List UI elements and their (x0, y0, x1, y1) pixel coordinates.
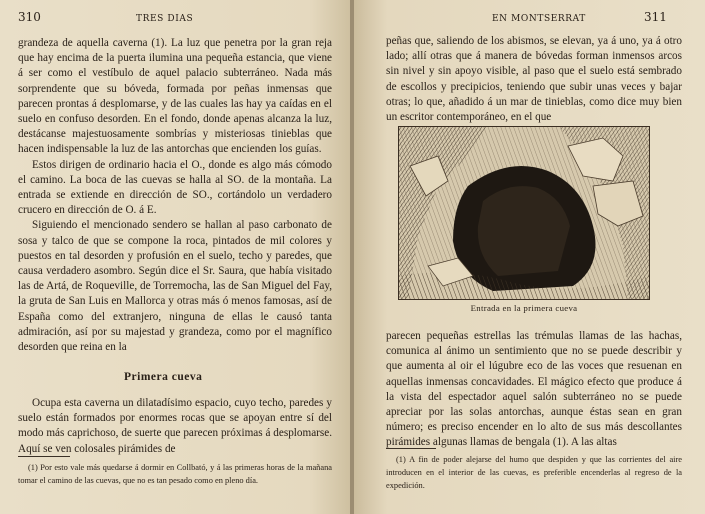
left-paragraph-1: grandeza de aquella caverna (1). La luz que penetra por la gran reja que hay encima de la puerta ilumina una pequeña estancia, que viene á ser como el vestíbulo de aquel palacio subterráneo. Nada más sorprendente que su bóveda, formada por peñas inmensas que parecen prontas á desplomarse, y de las cuales las hay ya caídas en el suelo en confuso desorden. En el fondo, donde apenas alcanza la luz, destácanse majestuosamente sombrías y misteriosas tinieblas que hacen indispensable la luz de las antorchas que encienden los guías. (18, 37, 332, 156)
left-page-number: 310 (18, 10, 41, 24)
right-footnote-rule (386, 448, 436, 449)
left-footnote (18, 461, 332, 487)
left-footnote-text: (1) Por esto vale más quedarse á dormir en Collbató, y á las primeras horas de la mañana tomar el camino de las cuevas, que no es tan pesado como en pleno día. (18, 463, 332, 485)
left-paragraph-4: Ocupa esta caverna un dilatadísimo espacio, cuyo techo, paredes y suelo están formados por enormes rocas que se apoyan entre sí del modo más caprichoso, de suerte que parecen próximas á desplomarse. Aquí se ven colosales pirámides de (18, 397, 332, 455)
right-page-number: 311 (644, 10, 667, 24)
cave-entrance-engraving (398, 126, 650, 300)
right-paragraph-1: peñas que, saliendo de los abismos, se elevan, ya á uno, ya á otro lado; allí otras que á manera de bóvedas forman inmensos arcos sin nivel y sin apoyo visible, al paso que el suelo está sembrado de escollos y precipicios, teniendo que subir unas veces y bajar otras; lo que, añadido á un mar de tinieblas, como dice muy bien un escritor contemporáneo, en el que (386, 35, 682, 124)
right-paragraph-2: parecen pequeñas estrellas las trémulas llamas de las hachas, comunica al ánimo un sentimiento que no se puede describir y que aumenta al oir el lúgubre eco de las voces que resuenan en aquellas inmensas concavidades. El mágico efecto que produce á la vista del espectador aquel salón subterráneo no se puede apreciar por las solas antorchas, aunque éstas sean en gran número; es preciso encender en lo alto de sus más descollantes pirámides algunas llamas de bengala (1). A las altas (386, 330, 682, 449)
left-paragraph-3: Siguiendo el mencionado sendero se hallan al paso carbonato de sosa y talco de que se compone la roca, pintados de mil colores y puestos en tal desorden y profusión en el suelo, techo y paredes, que causa verdadero asombro. Según dice el Sr. Saura, que había visitado las de Artá, de Roqueville, de Torremocha, las de San Miguel del Fay, la gruta de San Luis en Mallorca y otras más ó menos famosas, así de España como del extranjero, ninguna de ellas le causó tanta admiración, así por su majestad y grandeza, como por el magnífico desorden que reina en la (18, 219, 332, 354)
book-gutter (350, 0, 354, 514)
right-footnote (386, 453, 682, 492)
right-footnote-text: (1) A fin de poder alejarse del humo que despiden y que las corrientes del aire introducen en el interior de las cuevas, es preferible encenderlas al regreso de la expedición. (386, 455, 682, 490)
left-running-head: TRES DIAS (136, 14, 194, 24)
left-body-text (18, 36, 332, 355)
right-body-text-bottom (386, 329, 682, 451)
figure-caption: Entrada en la primera cueva (470, 303, 578, 313)
right-body-text-top (386, 34, 682, 125)
right-running-head: EN MONTSERRAT (492, 14, 586, 24)
left-body-text-2 (18, 396, 332, 457)
left-footnote-rule (18, 456, 70, 457)
section-heading: Primera cueva (124, 371, 203, 383)
left-page (0, 0, 352, 514)
left-paragraph-2: Estos dirigen de ordinario hacia el O., donde es algo más cómodo el camino. La boca de las cuevas se halla al SO. de la montaña. La entrada se extiende en dirección de SO., cortándolo un verdadero crucero en dirección de O. á E. (18, 158, 332, 217)
right-page (352, 0, 705, 514)
